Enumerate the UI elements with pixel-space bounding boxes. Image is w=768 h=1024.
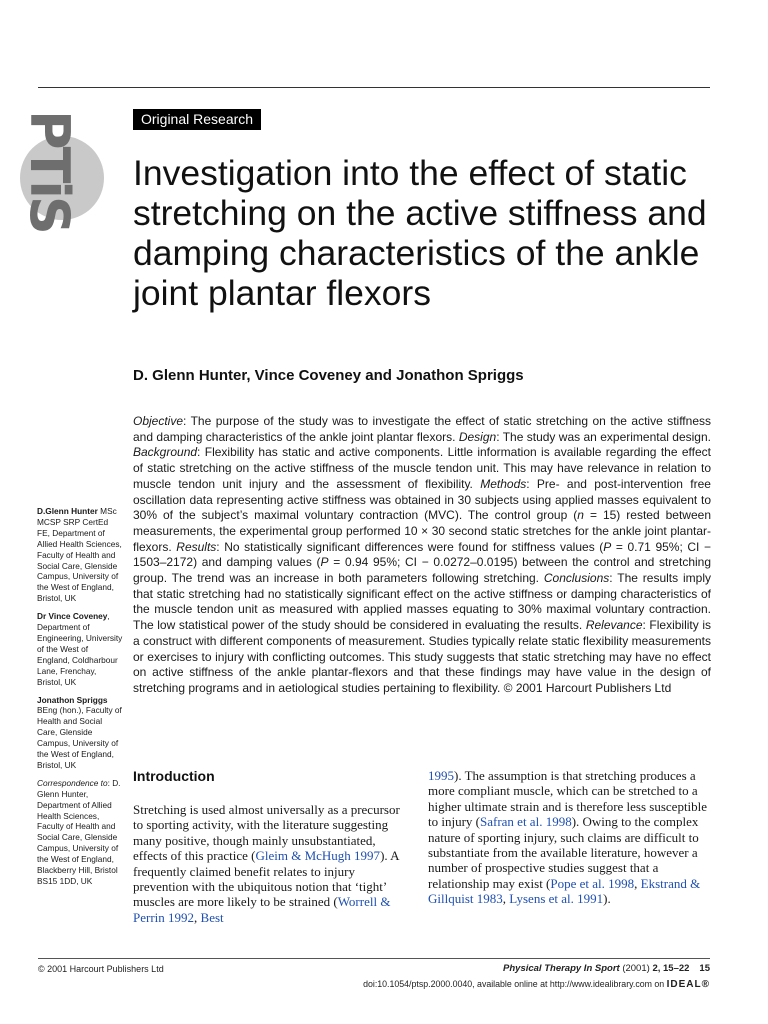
article-type-badge: Original Research — [133, 109, 261, 130]
citation-link[interactable]: Best — [200, 909, 224, 925]
abstract-methods-1: : Pre- and post-intervention free oscillation data representing active stiffness was obtained in 30 subjects using applied masses equivalent to 30% of the subject’s maximal voluntary contraction (MVC). The control group ( — [133, 476, 711, 523]
abstract-design: : The study was an experimental design. — [496, 429, 711, 444]
abstract-results-3: = 0.94 95%; CI − 0.0272–0.0195) between the control and stretching group. The trend was an increase in both parameters following stretching. — [133, 555, 712, 586]
footer-rule — [38, 958, 710, 959]
footer-copyright: © 2001 Harcourt Publishers Ltd — [38, 964, 164, 974]
footer-year: (2001) — [622, 963, 650, 974]
introduction-column-1 — [133, 768, 415, 925]
abstract-results-label: Results — [176, 539, 217, 554]
abstract-methods-n: n — [577, 508, 584, 523]
citation-link[interactable]: Pope et al. 1998 — [550, 875, 635, 891]
logo-text: PTiS — [18, 110, 81, 232]
introduction-heading: Introduction — [133, 768, 215, 784]
ideal-logo: IDEAL® — [666, 979, 710, 990]
intro-text: , — [194, 909, 201, 925]
abstract-methods-label: Methods — [480, 476, 527, 491]
affiliation-3 — [37, 695, 123, 771]
correspondence-label: Correspondence to — [37, 777, 108, 788]
author-affiliations — [37, 506, 123, 894]
journal-logo — [18, 110, 116, 232]
intro-text: , — [634, 875, 641, 891]
abstract-conclusions-label: Conclusions — [543, 571, 610, 586]
abstract-background-label: Background — [133, 445, 198, 460]
abstract-objective: : The purpose of the study was to investigate the effect of static stretching on the active stiffness and damping characteristics of the ankle joint plantar flexors. — [133, 414, 711, 444]
footer-journal: Physical Therapy In Sport — [503, 963, 620, 974]
abstract-conclusions: : The results imply that static stretching had no statistically significant effect on the active stiffness or damping characteristics of the muscle tendon unit as measured with applied masses equating to 30% maximal voluntary contraction. The low statistical power of the study should be considered in evaluating the results. — [133, 571, 711, 633]
citation-link[interactable]: Worrell & Perrin 1992 — [133, 894, 391, 925]
citation-link[interactable]: Gleim & McHugh 1997 — [255, 848, 381, 864]
article-authors: D. Glenn Hunter, Vince Coveney and Jonathon Spriggs — [133, 367, 524, 384]
top-rule — [38, 87, 710, 88]
doi-text[interactable]: doi:10.1054/ptsp.2000.0040, available online at http://www.idealibrary.com on — [363, 979, 665, 989]
introduction-paragraph-2 — [428, 768, 712, 907]
footer-citation — [503, 963, 710, 974]
page-number: 15 — [699, 963, 710, 974]
introduction-paragraph-1 — [133, 802, 408, 925]
affiliation-2-text: , Department of Engineering, University of the West of England, Coldharbour Lane, Frenchay, Bristol, UK — [37, 611, 123, 687]
citation-link[interactable]: Lysens et al. 1991 — [509, 891, 604, 907]
intro-text: Stretching is used almost universally as a precursor to sporting activity, with the literature suggesting many positive, though mainly unsubstantiated, effects of this practice ( — [133, 802, 400, 864]
affiliation-1-name: D.Glenn Hunter — [37, 506, 98, 516]
correspondence — [37, 778, 123, 887]
abstract-methods-2: = 15) rested between measurements, the experimental group performed 10 × 30 second static stretches for the ankle joint plantar-flexors. — [133, 508, 711, 554]
abstract-results-p1: P — [603, 539, 612, 554]
intro-text: ). The assumption is that stretching produces a more compliant muscle, which can be stretched to a higher ultimate strain and is therefore less susceptible to injury ( — [428, 768, 708, 830]
affiliation-2 — [37, 611, 123, 687]
abstract-relevance-label: Relevance — [585, 618, 643, 633]
article-title: Investigation into the effect of static stretching on the active stiffness and damping characteristics of the ankle joint plantar flexors — [133, 153, 707, 313]
intro-text: , — [502, 891, 510, 907]
affiliation-3-text: BEng (hon.), Faculty of Health and Social Care, Glenside Campus, University of the West of England, Bristol, UK — [37, 705, 122, 770]
abstract-objective-label: Objective — [133, 414, 184, 428]
affiliation-3-name: Jonathon Spriggs — [37, 694, 108, 705]
intro-text: ). Owing to the complex nature of sporting injury, such claims are difficult to substantiate from the available literature, however a number of prospective studies suggest that a relationship may exist ( — [428, 814, 699, 891]
citation-link[interactable]: 1995 — [428, 768, 454, 783]
abstract-relevance: : Flexibility is a construct with different components of measurement. Studies typically relate static flexibility measurements or exercises to injury with conflicting outcomes. This study suggests that static stretching may have no effect on active stiffness of the ankle plantar-flexors and that these findings may have value in the design of stretching programs and in aetiological studies pertaining to flexibility. © 2001 Harcourt Publishers Ltd — [133, 618, 711, 695]
footer-doi — [363, 979, 710, 990]
affiliation-1 — [37, 506, 123, 604]
citation-link[interactable]: Safran et al. 1998 — [480, 814, 572, 830]
abstract-results-1: : No statistically significant differences were found for stiffness values ( — [216, 539, 604, 554]
introduction-column-2 — [428, 768, 712, 907]
correspondence-text: : D. Glenn Hunter, Department of Allied Health Sciences, Faculty of Health and Social Care, Glenside Campus, University of the West of England, Blackberry Hill, Bristol BS15 1DD, UK — [37, 777, 121, 886]
affiliation-2-name: Dr Vince Coveney — [37, 611, 108, 622]
citation-link[interactable]: Ekstrand & Gillquist 1983 — [428, 875, 701, 907]
intro-text: ). A frequently claimed benefit relates to injury prevention with the ubiquitous notion that ‘tight’ muscles are more likely to be strained ( — [133, 848, 399, 910]
intro-text: ). — [603, 891, 611, 907]
abstract-design-label: Design — [458, 429, 497, 444]
footer-volume-pages: 2, 15–22 — [652, 963, 690, 974]
abstract-results-p2: P — [320, 555, 329, 570]
affiliation-1-text: MSc MCSP SRP CertEd FE, Department of Allied Health Sciences, Faculty of Health and Social Care, Glenside Campus, University of the West of England, Bristol, UK — [37, 506, 122, 604]
abstract-background: : Flexibility has static and active components. Little information is available regarding the effect of static stretching on the active stiffness of the muscle tendon unit. This may have relevance in relation to muscle tendon unit injury and the assessment of flexibility. — [133, 445, 711, 491]
abstract-results-2: = 0.71 95%; CI − 1503–2172) and damping values ( — [133, 539, 711, 570]
abstract — [133, 414, 711, 697]
